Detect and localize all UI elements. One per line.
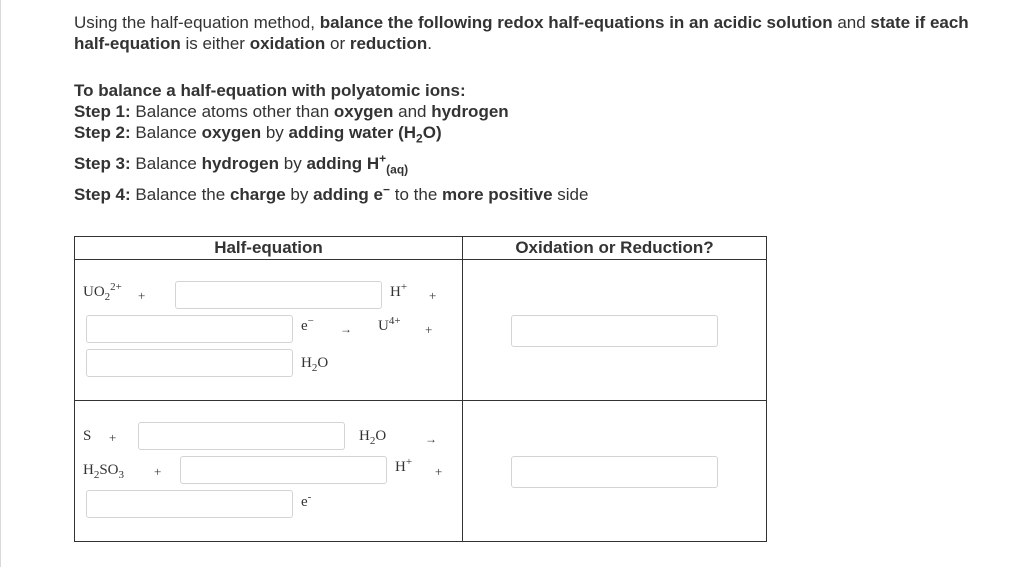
- steps-block: [74, 80, 588, 205]
- eq1-electron: e−: [301, 315, 314, 334]
- eq1-answer-input[interactable]: [511, 315, 718, 347]
- eq2-sulfur: S: [83, 428, 92, 444]
- eq2-input-1[interactable]: [138, 422, 345, 450]
- left-border: [0, 0, 1, 567]
- eq1-input-1[interactable]: [175, 281, 382, 309]
- eq1-input-3[interactable]: [86, 349, 293, 377]
- col-header-ox-red: Oxidation or Reduction?: [463, 237, 767, 260]
- step-2: Step 2: Balance oxygen by adding water $(H_2O)$: [74, 123, 442, 146]
- instructions-paragraph: Using the half-equation method, balance the following redox half-equations in an acidic solution and state if each half-equation is either oxidation or reduction.: [74, 13, 969, 53]
- eq2-water: $H_2O$: [359, 428, 387, 447]
- col-header-half-equation: Half-equation: [75, 237, 463, 260]
- eq2-answer-input[interactable]: [511, 456, 718, 488]
- step-3: Step 3: Balance hydrogen by adding $H^+_{(aq)}$: [74, 151, 409, 177]
- table-row: [75, 401, 767, 542]
- eq1-plus-2: +: [429, 288, 437, 303]
- step-4: Step 4: Balance the charge by adding e− to the more positive side: [74, 182, 589, 204]
- half-equation-table: [74, 236, 767, 542]
- table-row: [75, 260, 767, 401]
- eq2-answer-cell: [463, 401, 767, 542]
- eq2-plus-3: +: [435, 464, 443, 479]
- eq2-acid: $H_2SO_3$: [83, 462, 125, 481]
- eq1-u4: $U^{4+}$: [378, 315, 401, 334]
- eq2-plus-2: +: [154, 464, 162, 479]
- eq2-input-3[interactable]: [86, 490, 293, 518]
- eq1-species: $UO_2^{2+}$: [83, 281, 122, 303]
- eq1-cell: [75, 260, 463, 401]
- eq1-water: $H_2O$: [301, 355, 329, 374]
- eq1-plus-1: +: [138, 288, 146, 303]
- eq1-h-plus: H+: [390, 281, 408, 300]
- eq1-input-2[interactable]: [86, 315, 293, 343]
- eq2-electron: e-: [301, 491, 312, 510]
- steps-heading: To balance a half-equation with polyatomic ions:: [74, 81, 466, 100]
- eq2-arrow: →: [425, 432, 437, 446]
- eq1-arrow: →: [340, 322, 352, 336]
- eq1-plus-3: +: [425, 322, 433, 337]
- step-1: Step 1: Balance atoms other than oxygen and hydrogen: [74, 102, 509, 121]
- eq2-cell: [75, 401, 463, 542]
- eq1-answer-cell: [463, 260, 767, 401]
- eq2-plus-1: +: [109, 430, 117, 445]
- eq2-input-2[interactable]: [180, 456, 387, 484]
- eq2-h-plus: H+: [395, 456, 413, 475]
